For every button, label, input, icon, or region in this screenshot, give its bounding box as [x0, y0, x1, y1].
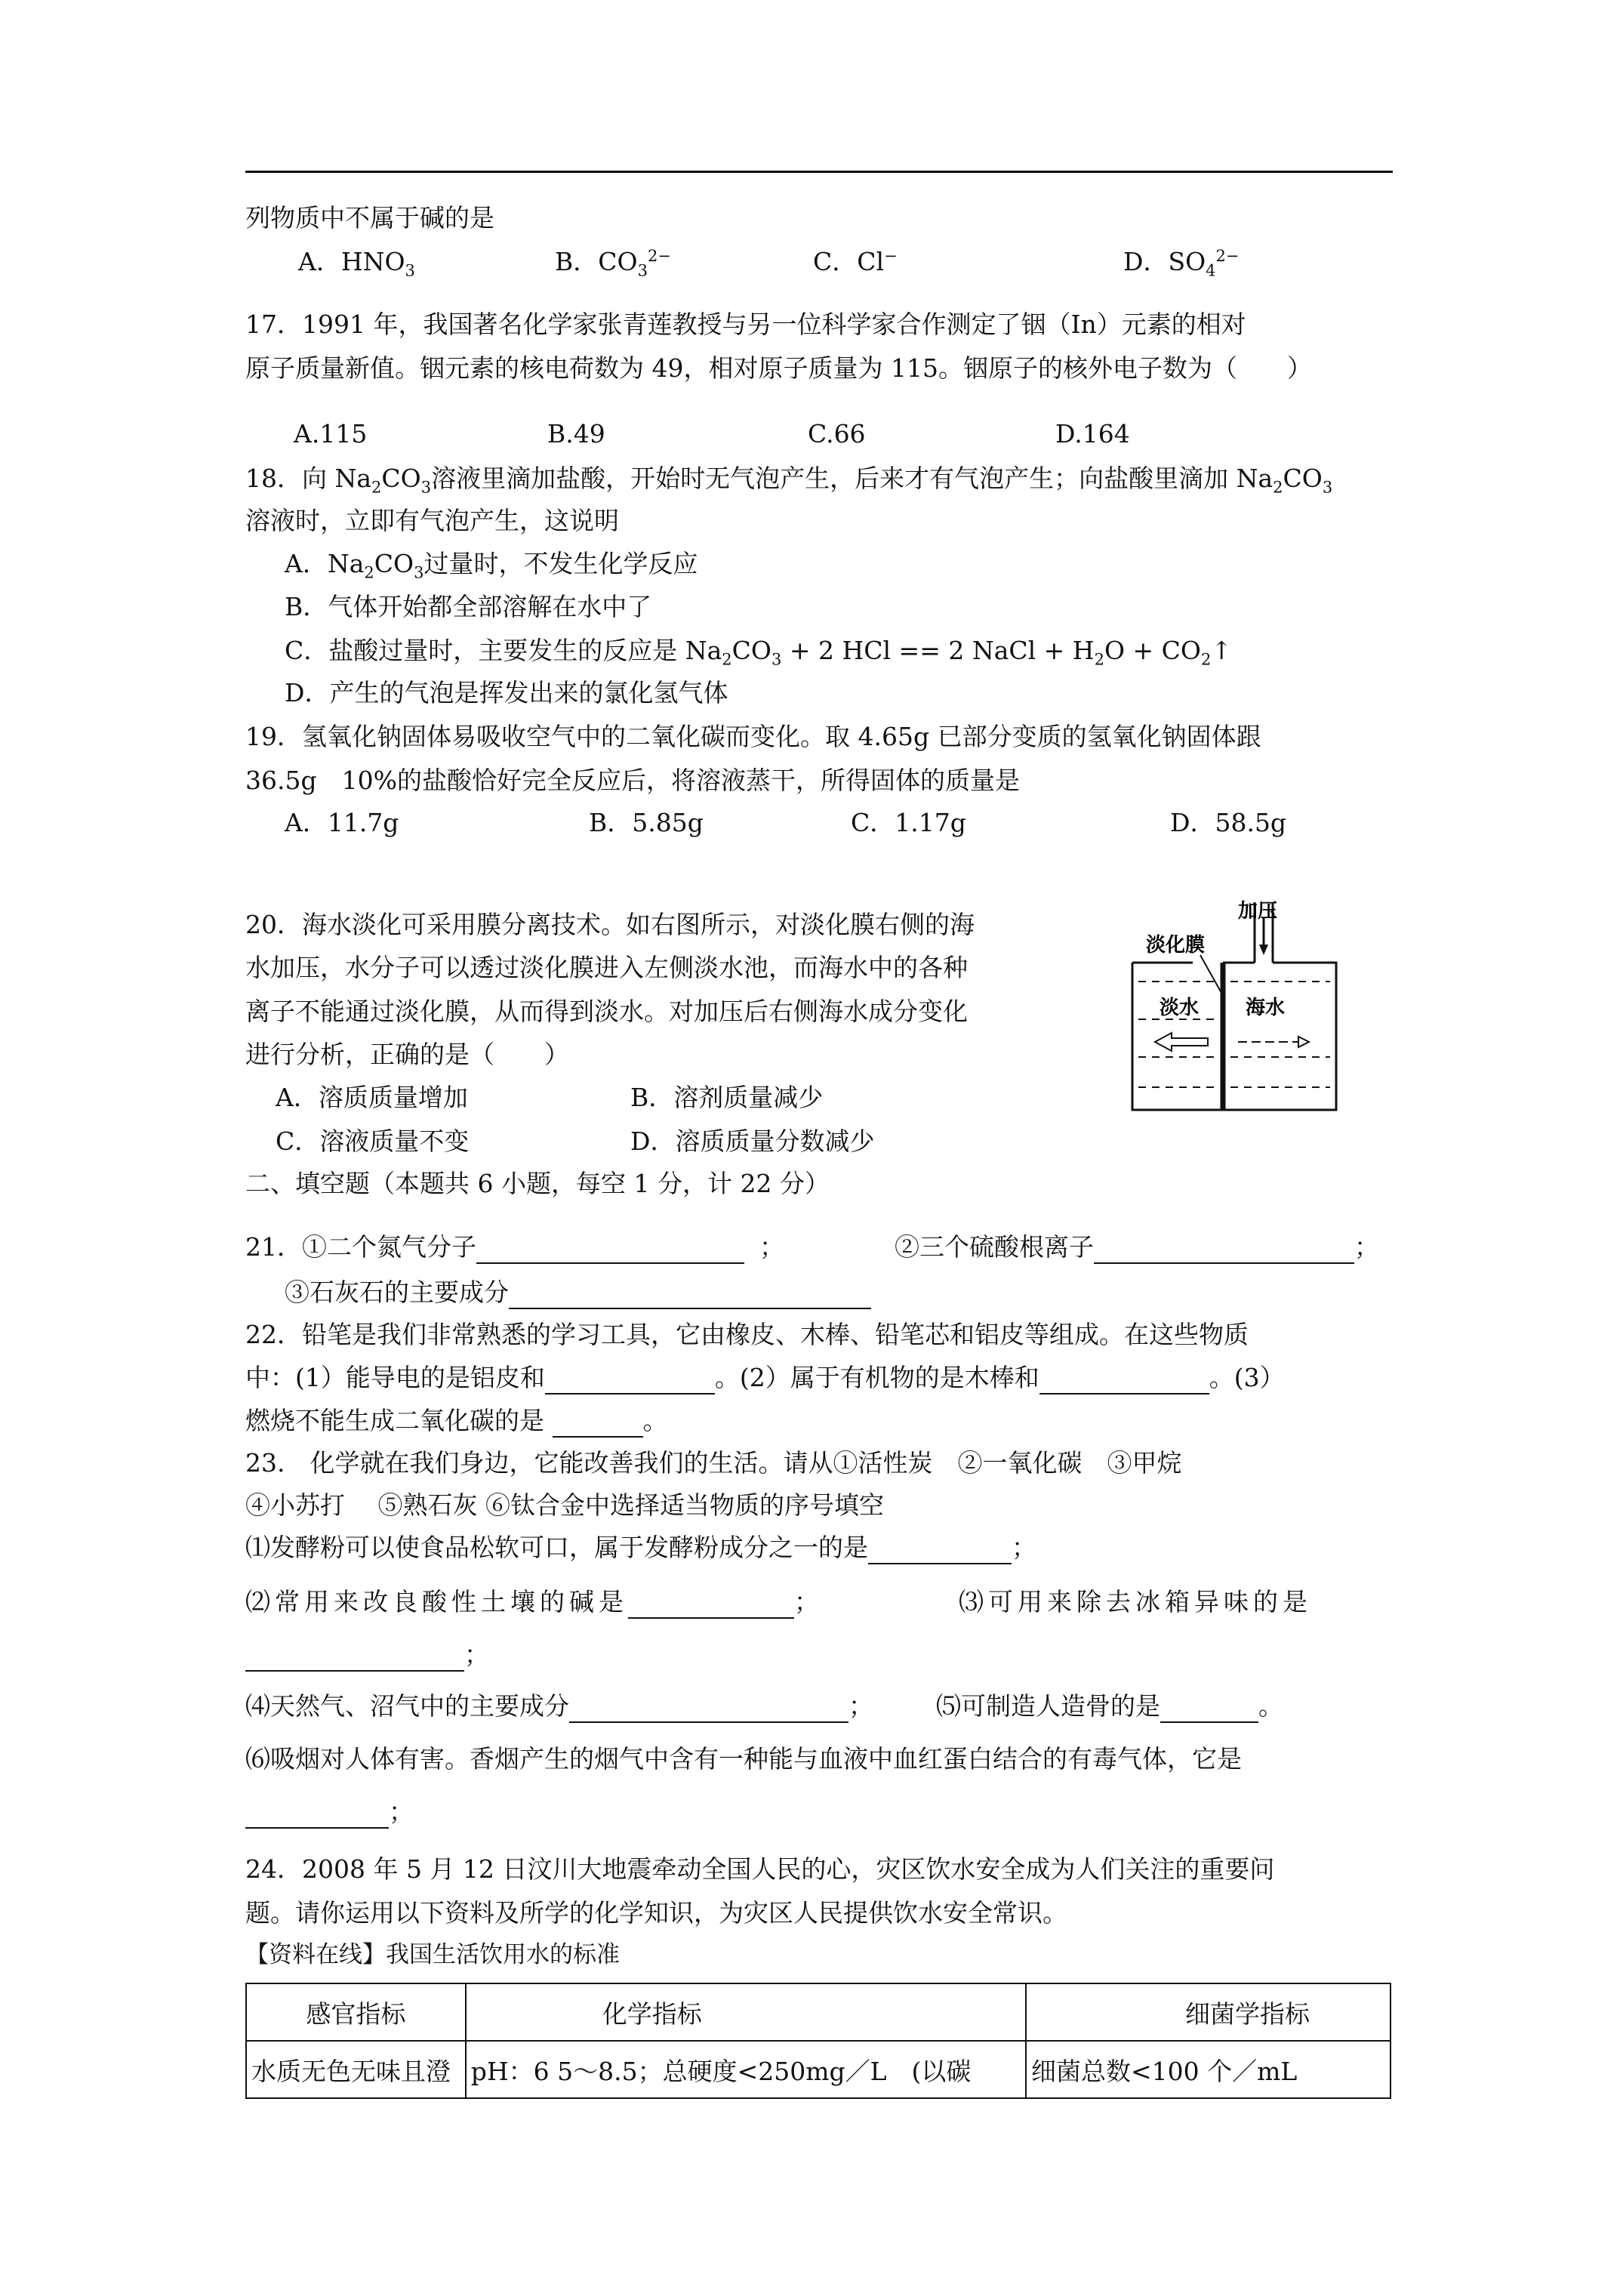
table-header-chemical: 化学指标 [466, 1983, 1026, 2041]
q19-option-a: A．11.7g [285, 808, 399, 837]
q20-line4: 进行分析，正确的是（ ） [245, 1040, 569, 1069]
table-cell-sensory: 水质无色无味且澄 [246, 2041, 466, 2098]
q17-option-c: C.66 [808, 419, 866, 448]
table-cell-bacteria: 细菌总数<100 个／mL [1026, 2041, 1390, 2098]
q23-sub5: ⑸可制造人造骨的是 。 [936, 1690, 1283, 1723]
q16-options [245, 245, 1393, 279]
q23-sub3: ⑶可用来除去冰箱异味的是 [959, 1587, 1312, 1616]
q22-line3: 燃烧不能生成二氧化碳的是 。 [245, 1404, 1393, 1438]
q24-line1: 24．2008 年 5 月 12 日汶川大地震牵动全国人民的心，灾区饮水安全成为人们关注的重要问 [245, 1854, 1275, 1884]
q23-sub6-cont: ； [245, 1795, 1393, 1829]
q22-blank-1[interactable] [545, 1366, 715, 1395]
q21-blank-1[interactable] [476, 1235, 744, 1264]
q23-blank-2[interactable] [628, 1590, 794, 1619]
q17-line1: 17．1991 年，我国著名化学家张青莲教授与另一位科学家合作测定了铟（In）元素的相对 [245, 310, 1246, 339]
flow-arrow-right-head [1298, 1037, 1309, 1047]
q21-blank-3[interactable] [509, 1281, 871, 1309]
q20-line2: 水加压，水分子可以透过淡化膜进入左侧淡水池，而海水中的各种 [245, 953, 968, 982]
q23-sub4-5: ⑷天然气、沼气中的主要成分 ； ⑸可制造人造骨的是 。 [245, 1690, 1393, 1723]
q23-line2: ④小苏打 ⑤熟石灰 ⑥钛合金中选择适当物质的序号填空 [245, 1490, 884, 1520]
q18-option-b: B．气体开始都全部溶解在水中了 [285, 592, 652, 621]
q22-line2: 中：(1）能导电的是铝皮和 。(2）属于有机物的是木棒和 。(3） [245, 1361, 1393, 1395]
label-pressure: 加压 [1238, 900, 1278, 923]
desalination-figure [1125, 895, 1344, 1117]
q16-option-b: B．$CO_3^{2-}$ [555, 247, 671, 280]
q23-sub3-cont: ； [245, 1638, 1393, 1672]
q23-blank-6[interactable] [245, 1800, 389, 1829]
q22-blank-2[interactable] [1039, 1366, 1209, 1395]
q17-option-a: A.115 [294, 419, 368, 448]
q22-blank-3[interactable] [553, 1409, 643, 1438]
q23-sub6: ⑹吸烟对人体有害。香烟产生的烟气中含有一种能与血液中血红蛋白结合的有毒气体，它是 [245, 1744, 1242, 1774]
q23-sub1: ⑴发酵粉可以使食品松软可口，属于发酵粉成分之一的是 ； [245, 1531, 1393, 1564]
q20-line3: 离子不能通过淡化膜，从而得到淡水。对加压后右侧海水成分变化 [245, 997, 968, 1026]
label-membrane: 淡化膜 [1146, 934, 1206, 957]
q16-option-a: A．$HNO_3$ [298, 247, 415, 280]
header-rule [245, 171, 1393, 173]
pressure-arrow-head [1259, 945, 1268, 955]
q17-options [245, 418, 1393, 451]
q19-line1: 19．氢氧化钠固体易吸收空气中的二氧化碳而变化。取 4.65g 已部分变质的氢氧化钠固体跟 [245, 722, 1261, 751]
q20-option-d: D．溶质质量分数减少 [630, 1126, 875, 1156]
q24-info-title: 【资料在线】我国生活饮用水的标准 [245, 1941, 620, 1968]
q22-line1: 22．铅笔是我们非常熟悉的学习工具，它由橡皮、木棒、铅笔芯和铝皮等组成。在这些物质 [245, 1320, 1249, 1349]
table-header-bacteria: 细菌学指标 [1026, 1983, 1390, 2041]
q18-line1: 18．向 $Na_2CO_3$溶液里滴加盐酸，开始时无气泡产生，后来才有气泡产生；向盐酸里滴加 $Na_2CO_3$ [245, 464, 1333, 497]
label-sea-water: 海水 [1246, 997, 1286, 1019]
q19-option-d: D．58.5g [1170, 808, 1287, 837]
q16-stem: 列物质中不属于碱的是 [245, 203, 494, 233]
q24-line2: 题。请你运用以下资料及所学的化学知识，为灾区人民提供饮水安全常识。 [245, 1898, 1067, 1928]
q21-b: ②三个硫酸根离子 ； [895, 1231, 1379, 1264]
q20-line1: 20．海水淡化可采用膜分离技术。如右图所示，对淡化膜右侧的海 [245, 910, 975, 939]
q23-blank-1[interactable] [868, 1536, 1012, 1564]
water-standard-table [245, 1983, 1391, 2099]
q19-line2: 36.5g 10%的盐酸恰好完全反应后，将溶液蒸干，所得固体的质量是 [245, 766, 1020, 795]
table-cell-chemical: pH：6 5～8.5；总硬度<250mg／L (以碳 [466, 2041, 1026, 2098]
q23-blank-3[interactable] [245, 1643, 464, 1672]
table-header-row [246, 1983, 1390, 2041]
q17-option-b: B.49 [547, 419, 605, 448]
q18-option-d: D．产生的气泡是挥发出来的氯化氢气体 [285, 678, 728, 707]
q20-option-a: A．溶质质量增加 [276, 1083, 468, 1112]
q21-line1: 21．①二个氮气分子 ； ②三个硫酸根离子 ； [245, 1231, 1393, 1264]
q20-option-c: C．溶液质量不变 [276, 1126, 470, 1156]
q23-blank-5[interactable] [1160, 1694, 1258, 1723]
table-header-sensory: 感官指标 [246, 1983, 466, 2041]
q19-option-c: C．1.17g [851, 808, 966, 837]
q18-option-c: C．盐酸过量时，主要发生的反应是 $Na_2CO_3 + 2$ HCl == 2 NaCl + $H_2O$ + $CO_2↑$ [285, 636, 1232, 669]
label-fresh-water: 淡水 [1160, 997, 1200, 1019]
flow-arrow-left [1155, 1033, 1208, 1051]
q18-line2: 溶液时，立即有气泡产生，这说明 [245, 506, 619, 535]
q16-option-d: D．$SO_4^{2-}$ [1123, 247, 1240, 280]
q20-options-row2 [245, 1125, 1393, 1158]
q23-line1: 23. 化学就在我们身边，它能改善我们的生活。请从①活性炭 ②一氧化碳 ③甲烷 [245, 1448, 1182, 1478]
q23-sub2-3: ⑵常用来改良酸性土壤的碱是 ； ⑶可用来除去冰箱异味的是 [245, 1586, 1393, 1619]
membrane-pointer [1200, 955, 1221, 993]
q19-options [245, 806, 1393, 840]
q16-option-c: C．Cl− [813, 247, 898, 276]
q21-blank-2[interactable] [1094, 1235, 1354, 1264]
q21-line2: ③石灰石的主要成分 [245, 1276, 1432, 1309]
q17-line2: 原子质量新值。铟元素的核电荷数为 49，相对原子质量为 115。铟原子的核外电子数为（ ） [245, 353, 1312, 383]
q20-option-b: B．溶剂质量减少 [630, 1083, 824, 1112]
table-row [246, 2041, 1390, 2098]
q18-option-a: A．$Na_2CO_3$过量时，不发生化学反应 [285, 549, 698, 582]
section-2-title: 二、填空题（本题共 6 小题，每空 1 分，计 22 分） [245, 1169, 830, 1198]
q17-option-d: D.164 [1055, 419, 1130, 448]
q19-option-b: B．5.85g [589, 808, 704, 837]
q23-blank-4[interactable] [569, 1694, 848, 1723]
